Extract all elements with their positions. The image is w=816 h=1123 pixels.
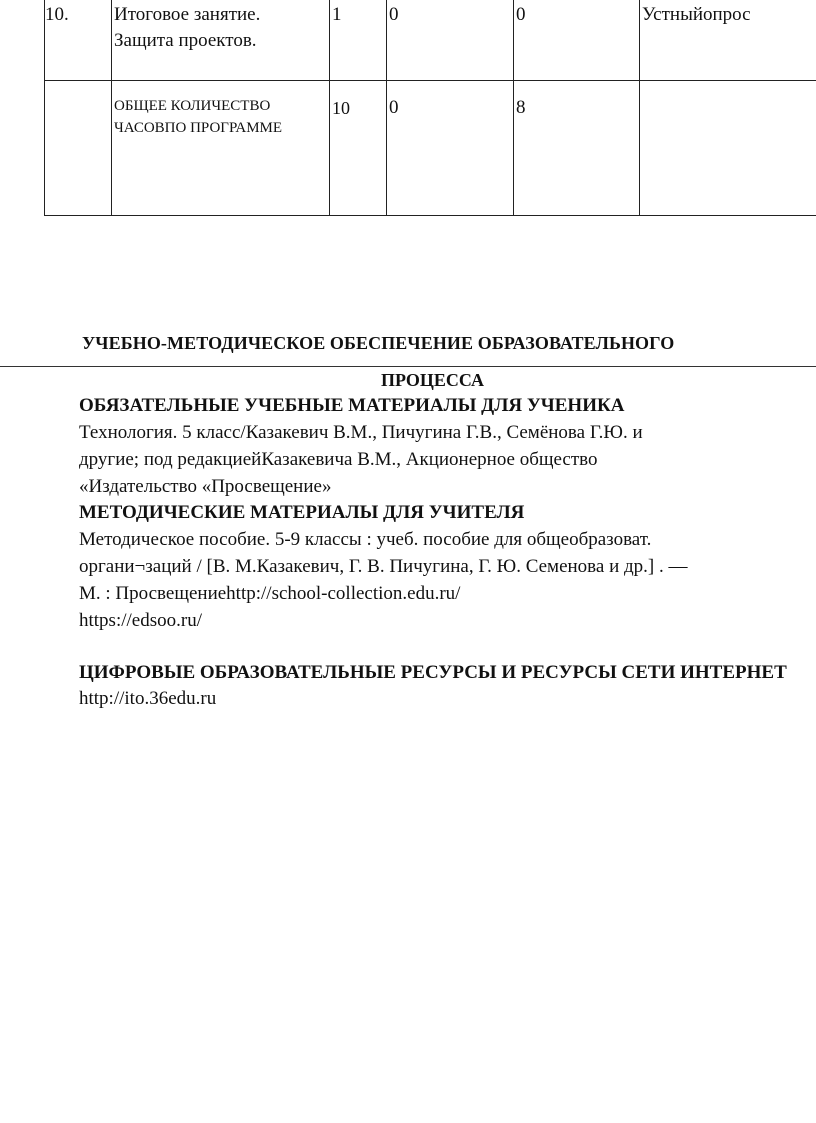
teacher-materials-line: М. : Просвещениеhttp://school-collection.edu.ru/ [79,583,461,604]
student-materials-heading: ОБЯЗАТЕЛЬНЫЕ УЧЕБНЫЕ МАТЕРИАЛЫ ДЛЯ УЧЕНИКА [79,395,625,416]
total-hours-cell: 1 [330,0,387,81]
lesson-number-cell: 10. [45,0,112,81]
control-form-cell [640,81,816,216]
lesson-topic-line: Итоговое занятие. [114,4,261,25]
paragraph-spacer [79,634,794,661]
table-row [45,0,816,81]
total-label-line: ЧАСОВПО ПРОГРАММЕ [114,120,283,136]
lesson-topic-line: Защита проектов. [114,30,257,51]
section-heading-continuation: ПРОЦЕССА [381,370,484,390]
teacher-materials-heading: МЕТОДИЧЕСКИЕ МАТЕРИАЛЫ ДЛЯ УЧИТЕЛЯ [79,502,525,523]
digital-resources-heading: ЦИФРОВЫЕ ОБРАЗОВАТЕЛЬНЫЕ РЕСУРСЫ И РЕСУРСЫ СЕТИ ИНТЕРНЕТ [79,662,787,683]
total-label-cell [112,81,330,216]
student-materials-line: Технология. 5 класс/Казакевич В.М., Пичугина Г.В., Семёнова Г.Ю. и [79,422,643,443]
total-label-line: ОБЩЕЕ КОЛИЧЕСТВО [114,98,271,114]
teacher-materials-line: https://edsoo.ru/ [79,610,202,631]
total-hours-cell: 10 [330,81,387,216]
teacher-materials-line: органи¬заций / [В. М.Казакевич, Г. В. Пичугина, Г. Ю. Семенова и др.] . — [79,556,688,577]
practice-hours-cell: 8 [514,81,640,216]
lesson-topic-cell [112,0,330,81]
student-materials-line: «Издательство «Просвещение» [79,476,332,497]
total-number-cell [45,81,112,216]
teacher-materials-line: Методическое пособие. 5-9 классы : учеб. пособие для общеобразоват. [79,529,652,550]
practice-hours-cell: 0 [514,0,640,81]
control-hours-cell: 0 [387,81,514,216]
section-divider [0,366,816,367]
table-row-total [45,81,816,216]
control-hours-cell: 0 [387,0,514,81]
hours-table [44,0,816,216]
digital-resources-line: http://ito.36edu.ru [79,688,217,709]
control-form-cell: Устныйопрос [640,0,816,81]
section-heading: УЧЕБНО-МЕТОДИЧЕСКОЕ ОБЕСПЕЧЕНИЕ ОБРАЗОВАТЕЛЬНОГО [82,333,675,353]
student-materials-line: другие; под редакциейКазакевича В.М., Акционерное общество [79,449,598,470]
materials-section [79,393,794,712]
